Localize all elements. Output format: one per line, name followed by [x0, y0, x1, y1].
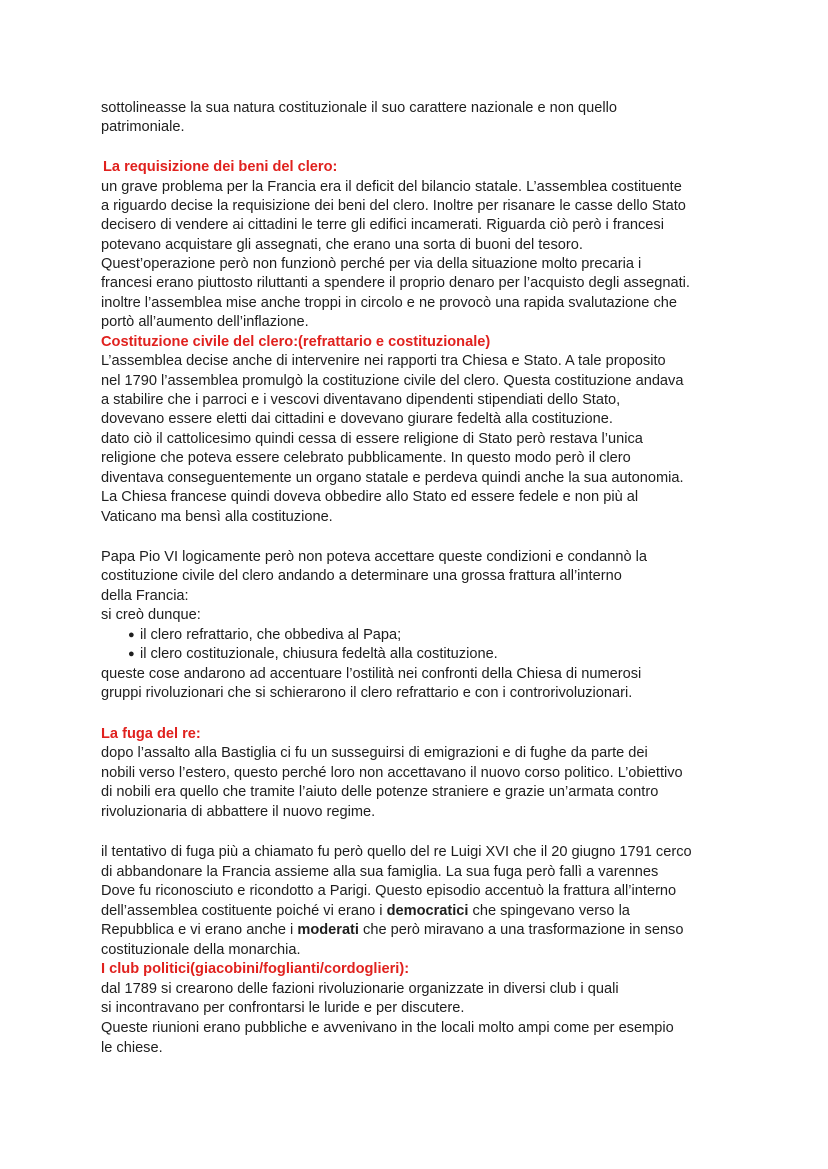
text-line: Papa Pio VI logicamente però non poteva accettare queste condizioni e condannò la: [101, 549, 648, 565]
text-line: della Francia:: [101, 588, 189, 604]
text-line: sottolineasse la sua natura costituzionale il suo carattere nazionale e non quello: [101, 100, 617, 116]
list-item: il clero costituzionale, chiusura fedeltà alla costituzione.: [140, 646, 498, 662]
text-line: si incontravano per confrontarsi le luride e per discutere.: [101, 1000, 465, 1016]
bold-term: democratici: [386, 903, 469, 919]
text-line: decisero di vendere ai cittadini le terre gli edifici incamerati. Riguarda ciò però i francesi: [101, 217, 664, 233]
text-line: costituzionale della monarchia.: [101, 942, 301, 958]
bold-term: moderati: [297, 922, 359, 938]
bullet-icon: ●: [128, 648, 135, 660]
text-line: [101, 921, 683, 940]
text-line: gruppi rivoluzionari che si schierarono il clero refrattario e con i controrivoluzionari.: [101, 685, 633, 701]
text-line: un grave problema per la Francia era il deficit del bilancio statale. L’assemblea costituente: [101, 179, 682, 195]
section-heading: La fuga del re:: [101, 726, 201, 742]
text-run: che però miravano a una trasformazione in senso: [358, 922, 684, 938]
text-line: dovevano essere eletti dai cittadini e dovevano giurare fedeltà alla costituzione.: [101, 411, 613, 427]
list-item: il clero refrattario, che obbediva al Papa;: [140, 627, 402, 643]
text-line: dopo l’assalto alla Bastiglia ci fu un susseguirsi di emigrazioni e di fughe da parte dei: [101, 745, 648, 761]
text-line: rivoluzionaria di abbattere il nuovo regime.: [101, 804, 376, 820]
section-heading: Costituzione civile del clero:(refrattario e costituzionale): [101, 334, 491, 350]
text-line: il tentativo di fuga più a chiamato fu però quello del re Luigi XVI che il 20 giugno 1791 cerco: [101, 844, 692, 860]
text-line: dato ciò il cattolicesimo quindi cessa di essere religione di Stato però restava l’unica: [101, 431, 643, 447]
text-line: a riguardo decise la requisizione dei beni del clero. Inoltre per risanare le casse dello Stato: [101, 198, 686, 214]
section-heading: La requisizione dei beni del clero:: [103, 159, 338, 175]
text-line: francesi erano piuttosto riluttanti a spendere il proprio denaro per l’acquisto degli assegnati.: [101, 275, 690, 291]
bullet-icon: ●: [128, 629, 135, 641]
text-line: inoltre l’assemblea mise anche troppi in circolo e ne provocò una rapida svalutazione che: [101, 295, 677, 311]
text-line: diventava conseguentemente un organo statale e perdeva quindi anche la sua autonomia.: [101, 470, 684, 486]
text-line: costituzione civile del clero andando a determinare una grossa frattura all’interno: [101, 568, 622, 584]
text-run: Repubblica e vi erano anche i: [101, 922, 298, 938]
text-line: nel 1790 l’assemblea promulgò la costituzione civile del clero. Questa costituzione andava: [101, 373, 684, 389]
text-line: L’assemblea decise anche di intervenire nei rapporti tra Chiesa e Stato. A tale proposito: [101, 353, 666, 369]
text-line: Quest’operazione però non funzionò perché per via della situazione molto precaria i: [101, 256, 642, 272]
text-line: potevano acquistare gli assegnati, che erano una sorta di buoni del tesoro.: [101, 237, 583, 253]
text-line: dal 1789 si crearono delle fazioni rivoluzionarie organizzate in diversi club i quali: [101, 981, 619, 997]
text-run: che spingevano verso la: [468, 903, 630, 919]
text-run: dell’assemblea costituente poiché vi erano i: [101, 903, 387, 919]
text-line: La Chiesa francese quindi doveva obbedire allo Stato ed essere fedele e non più al: [101, 489, 639, 505]
text-line: si creò dunque:: [101, 607, 201, 623]
text-line: queste cose andarono ad accentuare l’ostilità nei confronti della Chiesa di numerosi: [101, 666, 642, 682]
text-line: Vaticano ma bensì alla costituzione.: [101, 509, 333, 525]
text-line: patrimoniale.: [101, 119, 185, 135]
text-line: Dove fu riconosciuto e ricondotto a Parigi. Questo episodio accentuò la frattura all’interno: [101, 883, 677, 899]
text-line: nobili verso l’estero, questo perché loro non accettavano il nuovo corso politico. L’obiettivo: [101, 765, 683, 781]
text-line: a stabilire che i parroci e i vescovi diventavano dipendenti stipendiati dello Stato,: [101, 392, 621, 408]
text-line: di nobili era quello che tramite l’aiuto delle potenze straniere e grazie un’armata contro: [101, 784, 659, 800]
text-line: le chiese.: [101, 1040, 163, 1056]
text-line: portò all’aumento dell’inflazione.: [101, 314, 309, 330]
section-heading: I club politici(giacobini/foglianti/cordoglieri):: [101, 961, 410, 977]
text-line: Queste riunioni erano pubbliche e avvenivano in the locali molto ampi come per esempio: [101, 1020, 674, 1036]
text-line: [101, 902, 630, 921]
text-line: religione che poteva essere celebrato pubblicamente. In questo modo però il clero: [101, 450, 631, 466]
text-line: di abbandonare la Francia assieme alla sua famiglia. La sua fuga però fallì a varennes: [101, 864, 659, 880]
